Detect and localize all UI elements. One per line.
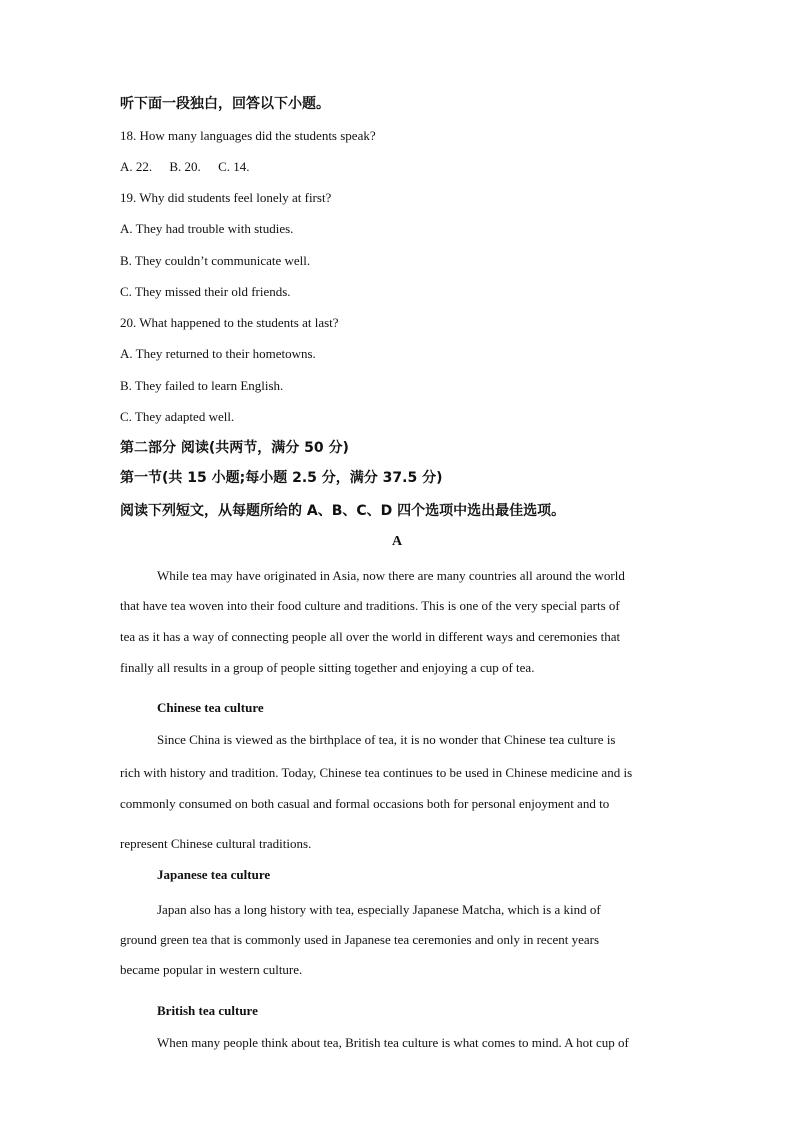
chinese-tea-heading: Chinese tea culture bbox=[157, 700, 264, 715]
japanese-tea-line-1: Japan also has a long history with tea, especially Japanese Matcha, which is a kind of bbox=[157, 902, 601, 917]
chinese-tea-line-3: commonly consumed on both casual and formal occasions both for personal enjoyment and to bbox=[120, 796, 610, 811]
question-19-stem: 19. Why did students feel lonely at first? bbox=[120, 190, 332, 205]
passage-label: A bbox=[391, 534, 403, 549]
question-19-option-c: C. They missed their old friends. bbox=[120, 284, 291, 299]
intro-line-3: tea as it has a way of connecting people all over the world in different ways and ceremonies that bbox=[120, 629, 621, 644]
british-tea-line-1: When many people think about tea, British tea culture is what comes to mind. A hot cup of bbox=[157, 1035, 629, 1050]
japanese-tea-line-3: became popular in western culture. bbox=[120, 962, 303, 977]
japanese-tea-line-2: ground green tea that is commonly used in Japanese tea ceremonies and only in recent years bbox=[120, 932, 600, 947]
part2-title: 第二部分 阅读(共两节，满分 50 分) bbox=[120, 440, 349, 456]
question-18-option-b: B. 20. bbox=[169, 159, 201, 174]
intro-line-4: finally all results in a group of people sitting together and enjoying a cup of tea. bbox=[120, 660, 535, 675]
question-18-stem: 18. How many languages did the students speak? bbox=[120, 128, 376, 143]
chinese-tea-line-1: Since China is viewed as the birthplace of tea, it is no wonder that Chinese tea culture is bbox=[157, 732, 616, 747]
question-19-option-a: A. They had trouble with studies. bbox=[120, 221, 294, 236]
listening-instruction: 听下面一段独白，回答以下小题。 bbox=[120, 96, 330, 112]
japanese-tea-heading: Japanese tea culture bbox=[157, 867, 271, 882]
chinese-tea-line-4: represent Chinese cultural traditions. bbox=[120, 836, 312, 851]
question-19-option-b: B. They couldn’t communicate well. bbox=[120, 253, 311, 268]
question-20-option-b: B. They failed to learn English. bbox=[120, 378, 284, 393]
reading-instruction: 阅读下列短文，从每题所给的 A、B、C、D 四个选项中选出最佳选项。 bbox=[120, 503, 566, 519]
intro-line-2: that have tea woven into their food culture and traditions. This is one of the very special parts of bbox=[120, 598, 620, 613]
question-18-options bbox=[120, 159, 263, 175]
british-tea-heading: British tea culture bbox=[157, 1003, 258, 1018]
intro-line-1: While tea may have originated in Asia, now there are many countries all around the world bbox=[157, 568, 625, 583]
question-20-option-a: A. They returned to their hometowns. bbox=[120, 346, 316, 361]
question-18-option-c: C. 14. bbox=[218, 159, 250, 174]
chinese-tea-line-2: rich with history and tradition. Today, Chinese tea continues to be used in Chinese medicine and is bbox=[120, 765, 633, 780]
question-18-option-a: A. 22. bbox=[120, 159, 153, 174]
question-20-stem: 20. What happened to the students at last? bbox=[120, 315, 339, 330]
section1-title: 第一节(共 15 小题;每小题 2.5 分，满分 37.5 分) bbox=[120, 470, 443, 486]
question-20-option-c: C. They adapted well. bbox=[120, 409, 235, 424]
